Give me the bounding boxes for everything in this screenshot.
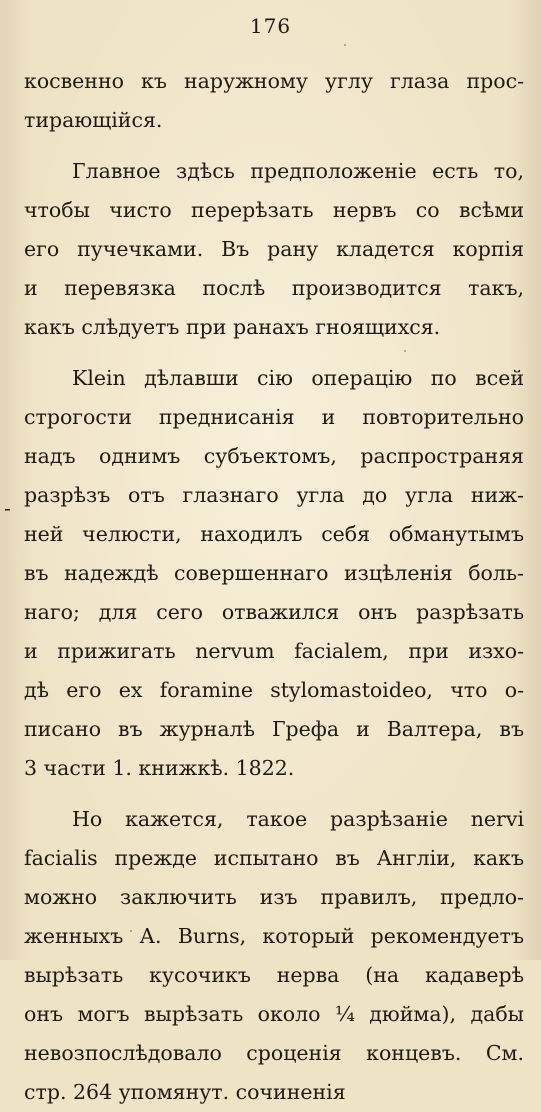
text-line: тирающійся.	[24, 108, 163, 132]
text-line: можно заключить изъ правилъ, предло-	[24, 885, 524, 909]
body-text	[24, 62, 524, 1112]
margin-mark: -	[4, 496, 11, 520]
paper-speck	[130, 930, 132, 932]
text-line: чтобы чисто перерѣзать нервъ со всѣми	[24, 198, 524, 222]
text-line: Klein дѣлавши сію операцію по всей	[72, 366, 524, 390]
text-line: строгости преднисанія и повторительно	[24, 405, 524, 429]
text-line: наго; для сего отважился онъ разрѣзать	[24, 600, 524, 624]
text-line: вырѣзать кусочикъ нерва (на кадаверѣ	[24, 963, 524, 987]
paper-speck	[344, 44, 346, 46]
text-line: Главное здѣсь предположеніе есть то,	[72, 159, 524, 183]
text-line: ней челюсти, находилъ себя обманутымъ	[24, 522, 524, 546]
text-line: и прижигать nervum facialem, при изхо-	[24, 639, 524, 663]
page-number: 176	[249, 14, 292, 38]
text-line: какъ слѣдуетъ при ранахъ гноящихся.	[24, 315, 441, 339]
text-line: Но кажется, такое разрѣзаніе nervi	[72, 807, 524, 831]
paper-speck	[404, 350, 406, 352]
text-line: невозпослѣдовало сроценія концевъ. См.	[24, 1041, 524, 1065]
text-line: въ надеждѣ совершеннаго изцѣленія боль-	[24, 561, 524, 585]
text-line: 3 части 1. книжкѣ. 1822.	[24, 756, 295, 780]
text-line: разрѣзъ отъ глазнаго угла до угла ниж-	[24, 483, 524, 507]
text-line: косвенно къ наружному углу глаза прос-	[24, 69, 524, 93]
text-line: и перевязка послѣ производится такъ,	[24, 276, 524, 300]
text-line: его пучечками. Въ рану кладется корпія	[24, 237, 524, 261]
text-line: facialis прежде испытано въ Англіи, какъ	[24, 846, 524, 870]
text-line: женныхъ А. Burns, который рекомендуетъ	[24, 924, 524, 948]
text-line: дѣ его ex foramine stylomastoideo, что о-	[24, 678, 524, 702]
text-line: писано въ журналѣ Грефа и Валтера, въ	[24, 717, 524, 741]
text-line: надъ однимъ субъектомъ, распространяя	[24, 444, 524, 468]
text-line: онъ могъ вырѣзать около ¼ дюйма), дабы	[24, 1002, 524, 1026]
text-line: стр. 264 упомянут. сочиненія	[24, 1080, 346, 1104]
